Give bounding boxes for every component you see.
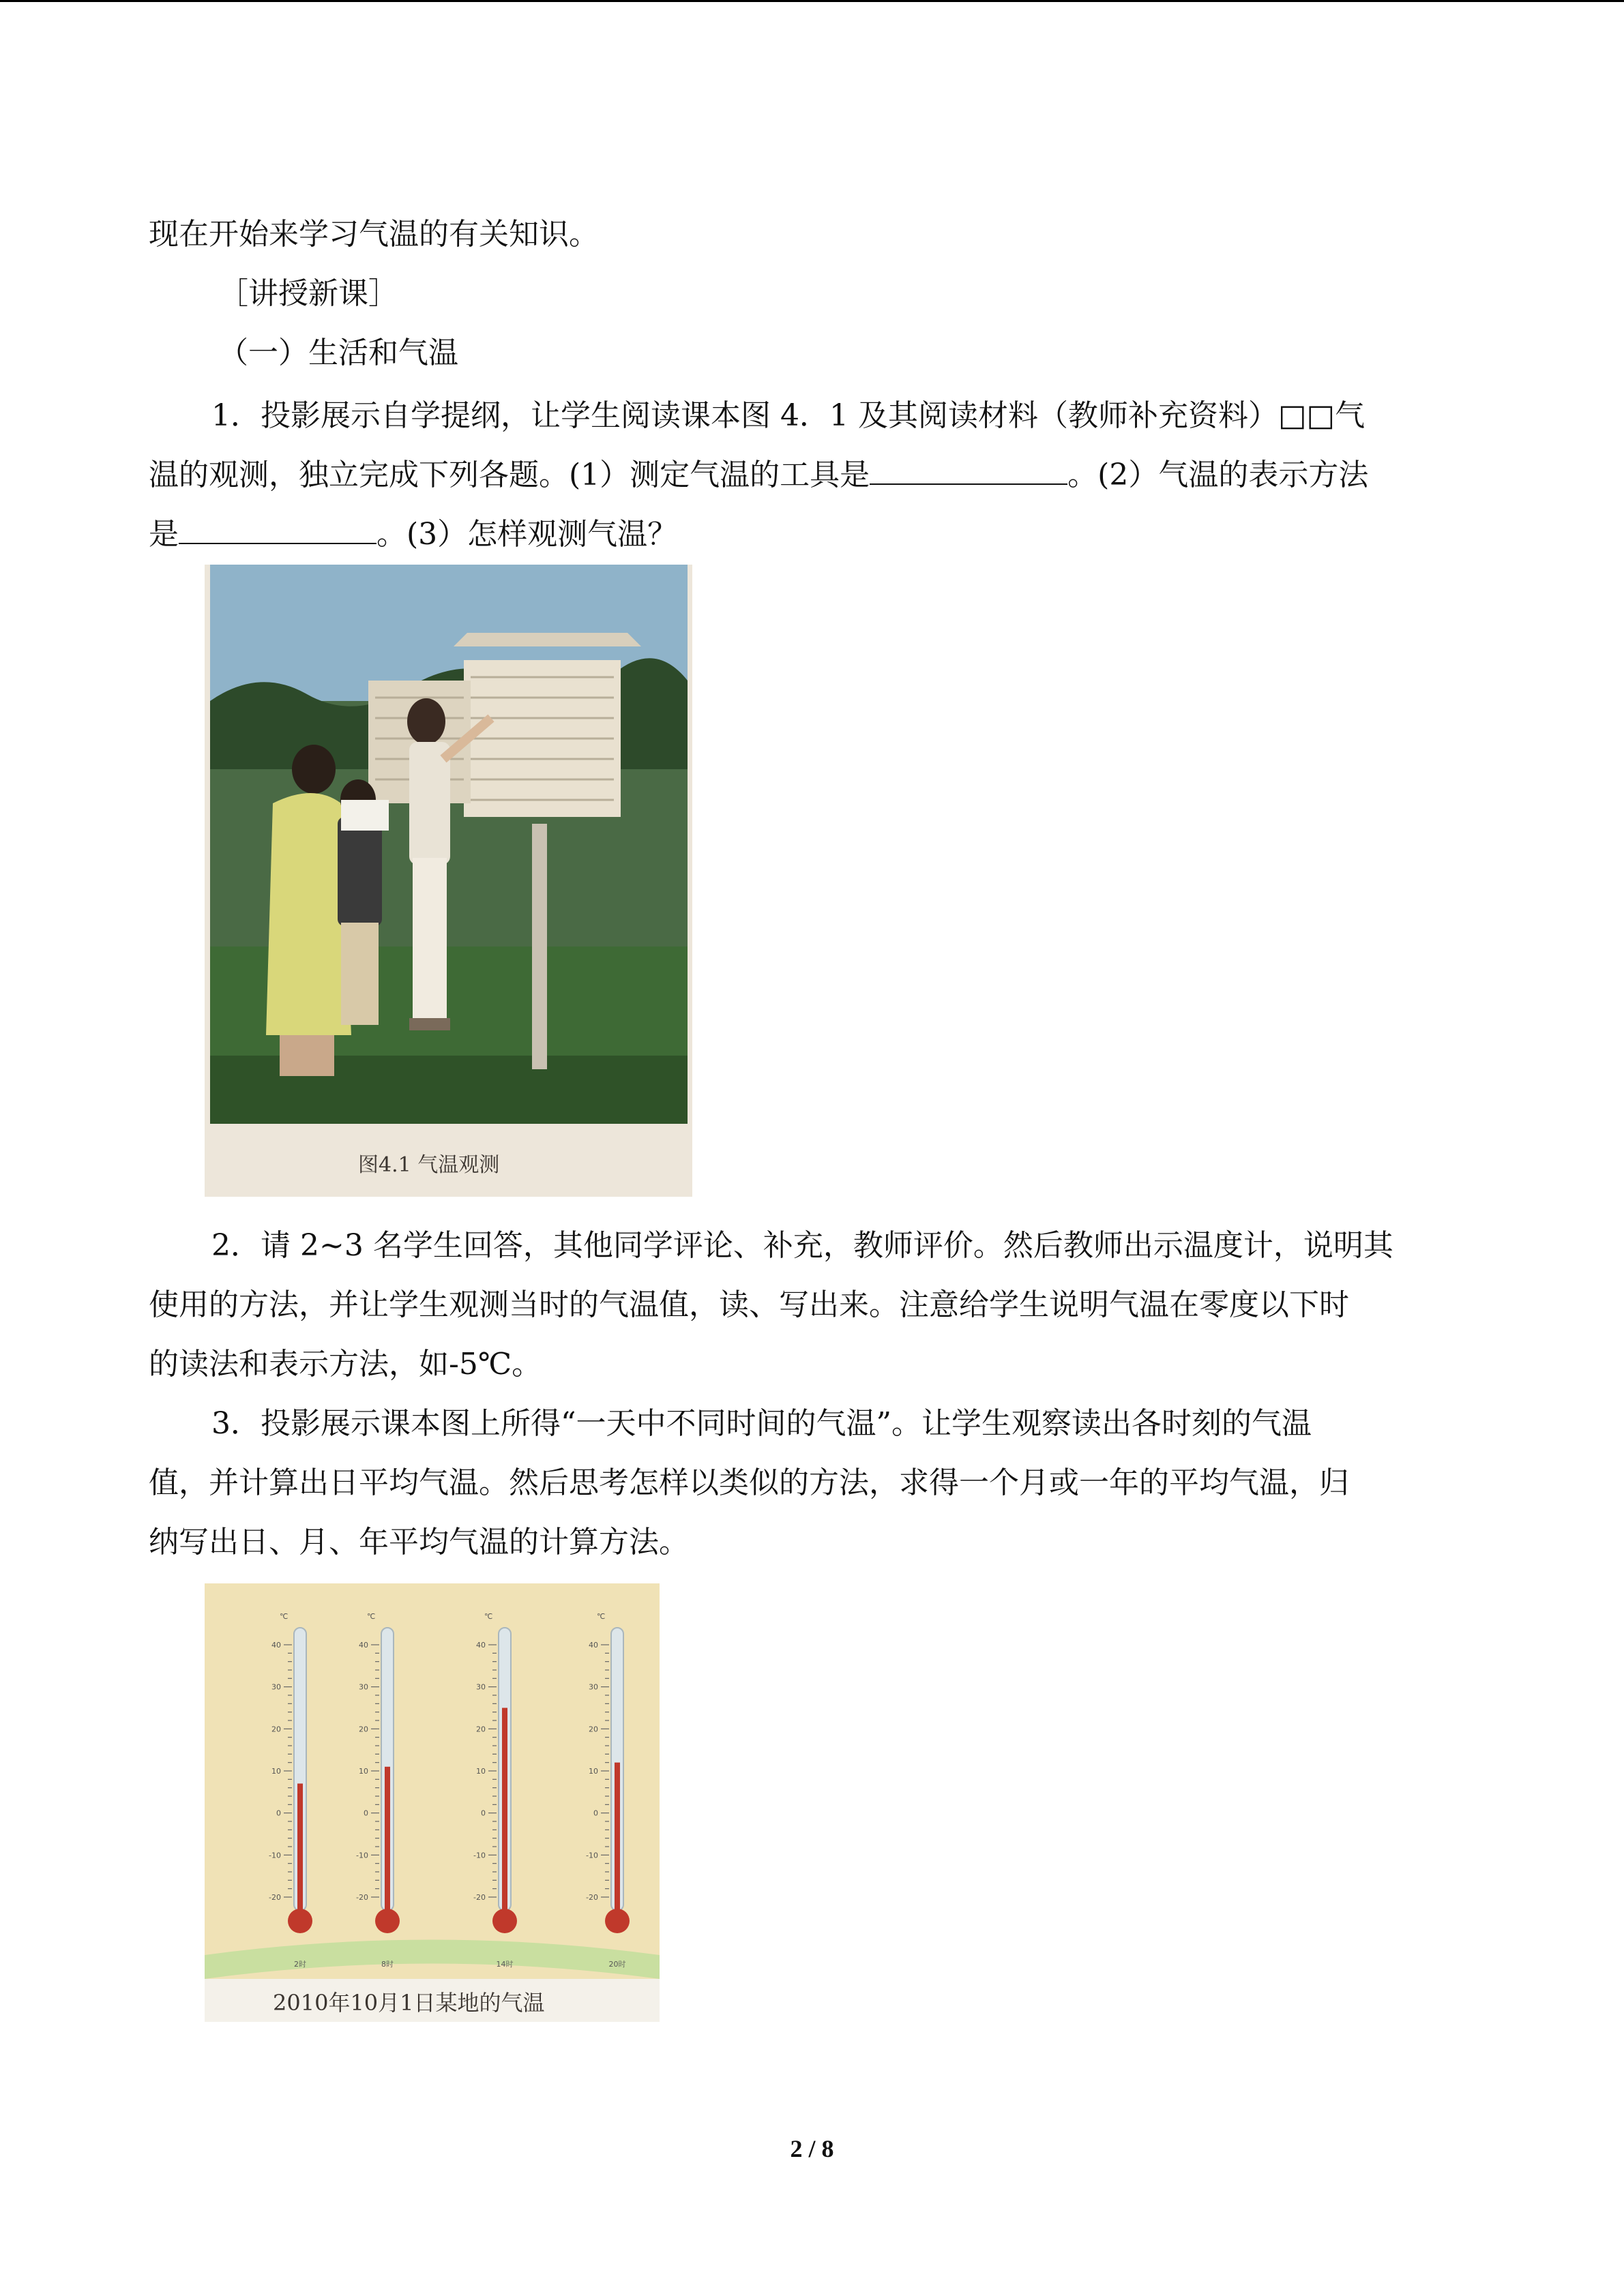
- tick-label: -10: [269, 1851, 281, 1860]
- tick-label: -10: [586, 1851, 598, 1860]
- tick-label: 40: [589, 1641, 598, 1650]
- tick-label: 40: [476, 1641, 486, 1650]
- tick-label: 10: [476, 1767, 486, 1776]
- tick-label: 40: [359, 1641, 368, 1650]
- item-1-text-c: 是: [149, 517, 179, 552]
- figure-thermometer-readings: [205, 1583, 660, 2022]
- tick-label: 10: [271, 1767, 281, 1776]
- figure-temperature-observation-photo: [205, 565, 692, 1197]
- time-label: 2时: [294, 1960, 306, 1969]
- unit-label: ℃: [484, 1612, 493, 1621]
- section-heading-new-lesson: ［讲授新课］: [218, 276, 398, 311]
- answer-blank-1[interactable]: [870, 453, 1067, 485]
- item-1-text-b: 。(2）气温的表示方法: [1067, 458, 1369, 492]
- tick-label: -20: [586, 1893, 598, 1902]
- tick-label: 10: [359, 1767, 368, 1776]
- paragraph-item-1-line-3: [149, 505, 1479, 564]
- paragraph-item-3-line-3: 纳写出日、月、年平均气温的计算方法。: [149, 1525, 689, 1560]
- observation-photo-illustration: [205, 565, 692, 1197]
- time-label: 20时: [608, 1960, 626, 1969]
- item-1-text-a: 温的观测，独立完成下列各题。(1）测定气温的工具是: [149, 458, 870, 492]
- paragraph-item-2-line-2: 使用的方法，并让学生观测当时的气温值，读、写出来。注意给学生说明气温在零度以下时: [149, 1287, 1349, 1322]
- time-label: 14时: [496, 1960, 514, 1969]
- tick-label: 0: [593, 1808, 598, 1818]
- tick-label: 20: [271, 1725, 281, 1734]
- paragraph-item-1-line-1: 1．投影展示自学提纲，让学生阅读课本图 4．1 及其阅读材料（教师补充资料）□□气: [211, 398, 1365, 433]
- paragraph-item-1-line-2: [149, 445, 1479, 505]
- tick-label: 10: [589, 1767, 598, 1776]
- tick-label: 30: [359, 1682, 368, 1692]
- figure-caption-observation: 图4.1 气温观测: [358, 1153, 500, 1177]
- tick-label: 0: [276, 1808, 281, 1818]
- mercury-column: [615, 1763, 620, 1918]
- subsection-heading-life-and-temperature: （一）生活和气温: [218, 336, 458, 370]
- tick-label: 0: [364, 1808, 368, 1818]
- tick-label: 30: [476, 1682, 486, 1692]
- time-label: 8时: [381, 1960, 394, 1969]
- tick-label: 20: [589, 1725, 598, 1734]
- tick-label: -20: [473, 1893, 486, 1902]
- tick-label: 0: [481, 1808, 486, 1818]
- mercury-column: [502, 1708, 507, 1918]
- tick-label: 30: [271, 1682, 281, 1692]
- tick-label: -20: [356, 1893, 368, 1902]
- paragraph-intro: 现在开始来学习气温的有关知识。: [149, 217, 599, 252]
- top-border-line: [0, 0, 1624, 2]
- figure-caption-thermometers: 2010年10月1日某地的气温: [273, 1990, 545, 2016]
- tick-label: 20: [359, 1725, 368, 1734]
- mercury-column: [297, 1784, 303, 1918]
- tick-label: -10: [356, 1851, 368, 1860]
- paragraph-item-2-line-1: 2．请 2~3 名学生回答，其他同学评论、补充，教师评价。然后教师出示温度计，说明其: [211, 1228, 1393, 1263]
- mercury-column: [385, 1767, 390, 1918]
- paragraph-item-3-line-2: 值，并计算出日平均气温。然后思考怎样以类似的方法，求得一个月或一年的平均气温，归: [149, 1465, 1349, 1500]
- page-number: 2 / 8: [790, 2135, 834, 2162]
- item-1-text-d: 。(3）怎样观测气温？: [377, 517, 678, 552]
- answer-blank-2[interactable]: [179, 513, 377, 544]
- unit-label: ℃: [280, 1612, 289, 1621]
- tick-label: -10: [473, 1851, 486, 1860]
- paragraph-item-2-line-3: 的读法和表示方法，如-5℃。: [149, 1347, 542, 1382]
- unit-label: ℃: [367, 1612, 376, 1621]
- tick-label: 20: [476, 1725, 486, 1734]
- tick-label: 30: [589, 1682, 598, 1692]
- unit-label: ℃: [597, 1612, 606, 1621]
- thermometer-illustration: [205, 1583, 660, 2022]
- paragraph-item-3-line-1: 3．投影展示课本图上所得“一天中不同时间的气温”。让学生观察读出各时刻的气温: [211, 1406, 1312, 1441]
- tick-label: -20: [269, 1893, 281, 1902]
- tick-label: 40: [271, 1641, 281, 1650]
